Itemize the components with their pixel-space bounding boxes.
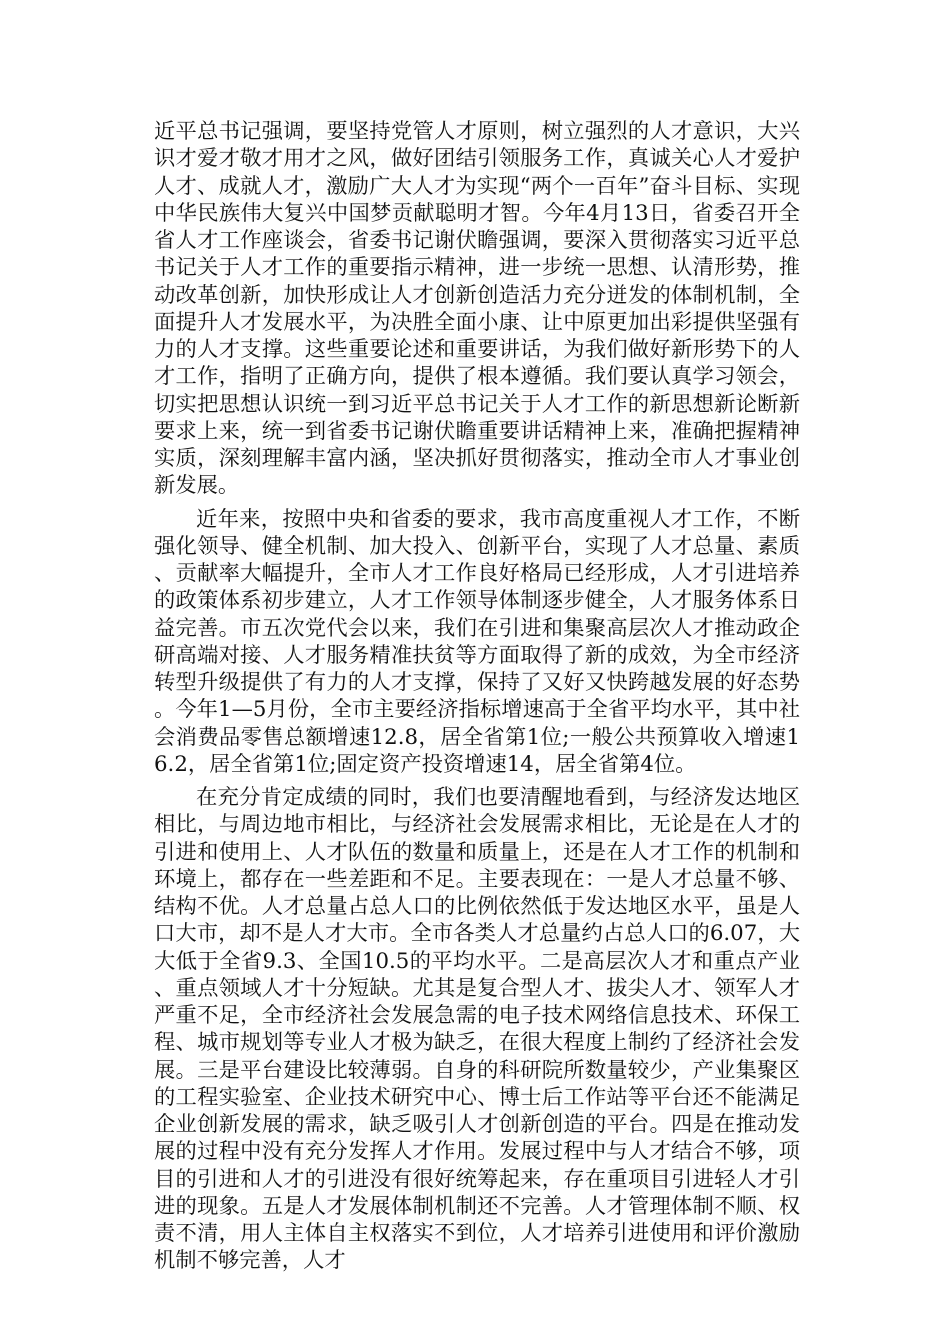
paragraph-2: 近年来，按照中央和省委的要求，我市高度重视人才工作，不断强化领导、健全机制、加大投入、创新平台，实现了人才总量、素质、贡献率大幅提升，全市人才工作良好格局已经形成，人才引进培养的政策体系初步建立，人才工作领导体制逐步健全，人才服务体系日益完善。市五次党代会以来，我们在引进和集聚高层次人才推动政企研高端对接、人才服务精准扶贫等方面取得了新的成效，为全市经济转型升级提供了有力的人才支撑，保持了又好又快跨越发展的好态势。今年1—5月份，全市主要经济指标增速高于全省平均水平，其中社会消费品零售总额增速12.8，居全省第1位;一般公共预算收入增速16.2，居全省第1位;固定资产投资增速14，居全省第4位。 bbox=[154, 506, 800, 777]
paragraph-3: 在充分肯定成绩的同时，我们也要清醒地看到，与经济发达地区相比，与周边地市相比，与经济社会发展需求相比，无论是在人才的引进和使用上、人才队伍的数量和质量上，还是在人才工作的机制和环境上，都存在一些差距和不足。主要表现在：一是人才总量不够、结构不优。人才总量占总人口的比例依然低于发达地区水平，虽是人口大市，却不是人才大市。全市各类人才总量约占总人口的6.07，大大低于全省9.3、全国10.5的平均水平。二是高层次人才和重点产业、重点领域人才十分短缺。尤其是复合型人才、拔尖人才、领军人才严重不足，全市经济社会发展急需的电子技术网络信息技术、环保工程、城市规划等专业人才极为缺乏，在很大程度上制约了经济社会发展。三是平台建设比较薄弱。自身的科研院所数量较少，产业集聚区的工程实验室、企业技术研究中心、博士后工作站等平台还不能满足企业创新发展的需求，缺乏吸引人才创新创造的平台。四是在推动发展的过程中没有充分发挥人才作用。发展过程中与人才结合不够，项目的引进和人才的引进没有很好统筹起来，存在重项目引进轻人才引进的现象。五是人才发展体制机制还不完善。人才管理体制不顺、权责不清，用人主体自主权落实不到位，人才培养引进使用和评价激励机制不够完善，人才 bbox=[154, 785, 800, 1274]
paragraph-1: 近平总书记强调，要坚持党管人才原则，树立强烈的人才意识，大兴识才爱才敬才用才之风，做好团结引领服务工作，真诚关心人才爱护人才、成就人才，激励广大人才为实现“两个一百年”奋斗目标、实现中华民族伟大复兴中国梦贡献聪明才智。今年4月13日，省委召开全省人才工作座谈会，省委书记谢伏瞻强调，要深入贯彻落实习近平总书记关于人才工作的重要指示精神，进一步统一思想、认清形势，推动改革创新，加快形成让人才创新创造活力充分迸发的体制机制，全面提升人才发展水平，为决胜全面小康、让中原更加出彩提供坚强有力的人才支撑。这些重要论述和重要讲话，为我们做好新形势下的人才工作，指明了正确方向，提供了根本遵循。我们要认真学习领会，切实把思想认识统一到习近平总书记关于人才工作的新思想新论断新要求上来，统一到省委书记谢伏瞻重要讲话精神上来，准确把握精神实质，深刻理解丰富内涵，坚决抓好贯彻落实，推动全市人才事业创新发展。 bbox=[154, 119, 800, 499]
body-text bbox=[154, 118, 800, 1275]
